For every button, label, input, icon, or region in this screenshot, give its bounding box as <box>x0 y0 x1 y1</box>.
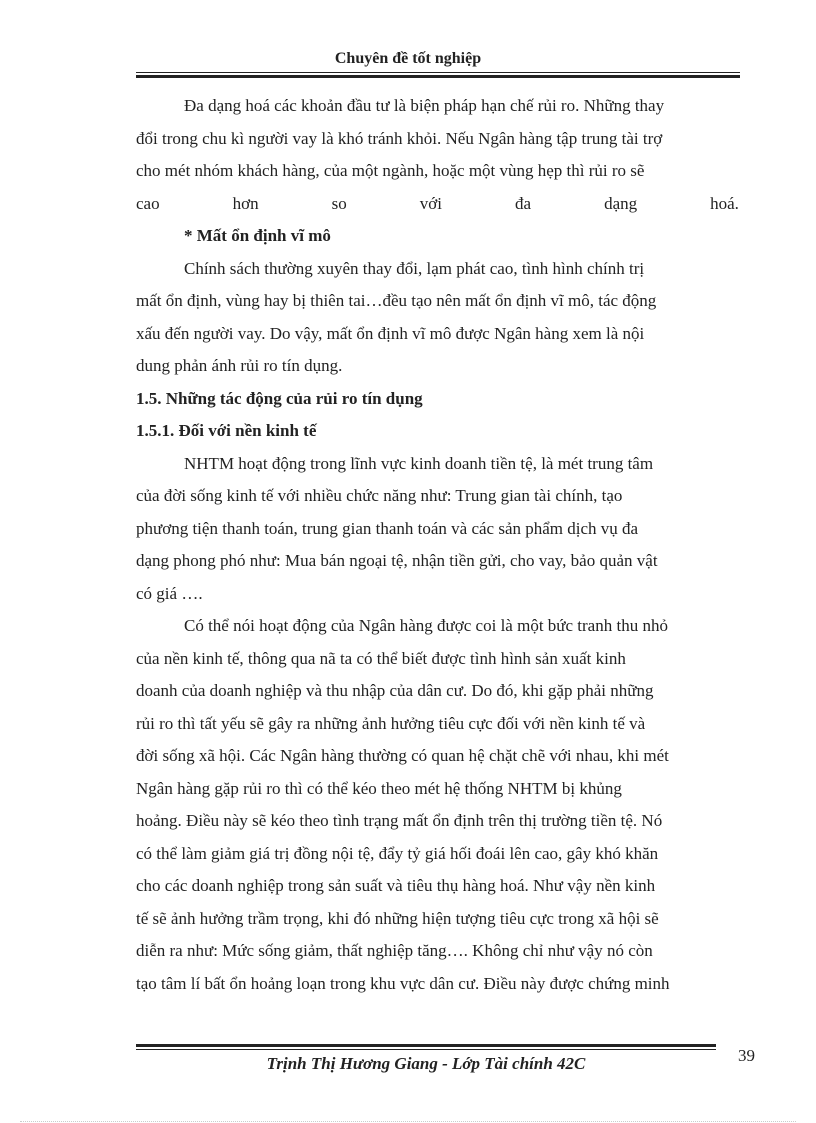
text-line: có thể làm giảm giá trị đồng nội tệ, đẩy tỷ giá hối đoái lên cao, gây khó khăn <box>136 843 659 863</box>
text-line: Có thể nói hoạt động của Ngân hàng được coi là một bức tranh thu nhỏ <box>184 616 668 635</box>
spread-word: so <box>331 193 347 213</box>
body-text <box>136 90 739 1000</box>
text-line: NHTM hoạt động trong lĩnh vực kinh doanh tiền tệ, là mét trung tâm <box>184 453 654 473</box>
header-rule-thick <box>136 75 740 78</box>
text-line: tạo tâm lí bất ổn hoảng loạn trong khu vực dân cư. Điều này được chứng minh <box>136 973 670 993</box>
text-line: của đời sống kinh tế với nhiều chức năng như: Trung gian tài chính, tạo <box>136 486 623 505</box>
text-line: doanh của doanh nghiệp và thu nhập của dân cư. Do đó, khi gặp phải những <box>136 681 654 700</box>
text-line: dạng phong phó như: Mua bán ngoại tệ, nhận tiền gửi, cho vay, bảo quản vật <box>136 551 658 570</box>
page-bottom-dotted-border <box>20 1121 796 1122</box>
text-line: phương tiện thanh toán, trung gian thanh toán và các sản phẩm dịch vụ đa <box>136 518 639 538</box>
text-line: xấu đến người vay. Do vậy, mất ổn định vĩ mô được Ngân hàng xem là nội <box>136 323 645 343</box>
text-line: * Mất ổn định vĩ mô <box>184 226 331 245</box>
text-line: cho các doanh nghiệp trong sản suất và tiêu thụ hàng hoá. Như vậy nền kinh <box>136 876 656 895</box>
text-line: Đa dạng hoá các khoản đầu tư là biện pháp hạn chế rủi ro. Những thay <box>184 96 665 115</box>
text-line: có giá …. <box>136 583 203 603</box>
text-line: Ngân hàng gặp rủi ro thì có thể kéo theo mét hệ thống NHTM bị khủng <box>136 778 622 798</box>
text-line: rủi ro thì tất yếu sẽ gây ra những ảnh hưởng tiêu cực đối với nền kinh tế và <box>136 713 646 733</box>
spread-word: cao <box>136 193 160 213</box>
spread-word: hoá. <box>710 193 739 213</box>
text-line: của nền kinh tế, thông qua nã ta có thể biết được tình hình sản xuất kinh <box>136 648 626 668</box>
text-line: cho mét nhóm khách hàng, của một ngành, hoặc một vùng hẹp thì rủi ro sẽ <box>136 161 645 180</box>
spread-word: đa <box>515 193 532 213</box>
text-line: đời sống xã hội. Các Ngân hàng thường có quan hệ chặt chẽ với nhau, khi mét <box>136 746 669 765</box>
text-line: đổi trong chu kì người vay là khó tránh khỏi. Nếu Ngân hàng tập trung tài trợ <box>136 128 663 148</box>
spread-word: với <box>419 193 442 213</box>
footer-author: Trịnh Thị Hương Giang - Lớp Tài chính 42C <box>266 1054 586 1073</box>
text-line: tế sẽ ảnh hưởng trầm trọng, khi đó những hiện tượng tiêu cực trong xã hội sẽ <box>136 908 659 928</box>
text-line: hoảng. Điều này sẽ kéo theo tình trạng mất ổn định trên thị trường tiền tệ. Nó <box>136 811 663 830</box>
text-line: 1.5. Những tác động của rủi ro tín dụng <box>136 388 423 408</box>
header-rule-thin <box>136 72 740 73</box>
text-line: mất ổn định, vùng hay bị thiên tai…đều tạo nên mất ổn định vĩ mô, tác động <box>136 291 657 310</box>
spread-word: hơn <box>232 193 259 213</box>
text-line <box>136 188 739 221</box>
spread-word: dạng <box>604 193 638 213</box>
page-header-title: Chuyên đề tốt nghiệp <box>334 50 482 67</box>
footer-rule-thick <box>136 1044 716 1047</box>
footer-rule-thin <box>136 1049 716 1050</box>
text-line: Chính sách thường xuyên thay đổi, lạm phát cao, tình hình chính trị <box>184 258 645 278</box>
page-number: 39 <box>738 1046 755 1065</box>
text-line: dung phản ánh rủi ro tín dụng. <box>136 356 343 375</box>
text-line: 1.5.1. Đối với nền kinh tế <box>136 421 317 440</box>
text-line: diễn ra như: Mức sống giảm, thất nghiệp tăng…. Không chỉ như vậy nó còn <box>136 941 653 960</box>
